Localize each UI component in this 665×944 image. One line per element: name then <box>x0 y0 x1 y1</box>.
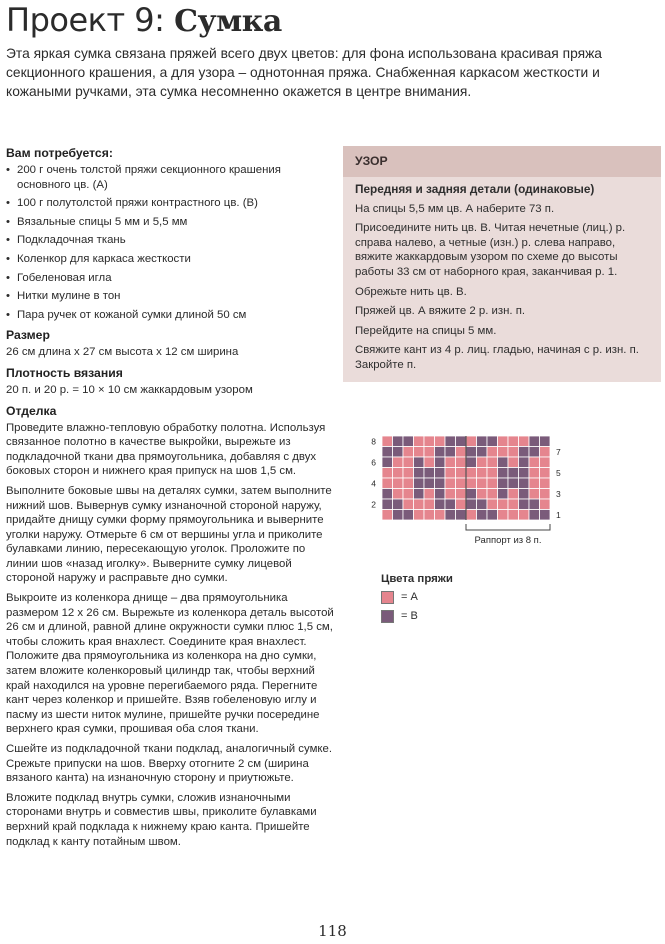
legend-row-b <box>381 609 453 623</box>
title-prefix: Проект 9: <box>6 1 165 39</box>
chart-cell <box>540 489 551 500</box>
finishing-paragraph: Вложите подклад внутрь сумки, сложив изнаночными сторонами внутрь и совместив швы, приколите булавками верхний край подклада к нижнему краю канта. Пришейте подклад к канту потайным швом. <box>6 791 317 848</box>
row-label-left: 4 <box>371 478 376 489</box>
chart-cell <box>382 510 393 521</box>
chart-cell <box>435 436 446 447</box>
gauge-heading: Плотность вязания <box>6 365 123 380</box>
chart-cell <box>414 457 425 468</box>
chart-cell <box>456 436 467 447</box>
chart-cell <box>508 499 519 510</box>
chart-cell <box>487 499 498 510</box>
chart-cell <box>382 489 393 500</box>
list-item: • 200 г очень толстой пряжи секционного крашения основного цв. (А) <box>6 163 336 192</box>
legend-heading: Цвета пряжи <box>381 573 453 585</box>
chart-cell <box>403 436 414 447</box>
chart-cell <box>466 457 477 468</box>
legend-row-a <box>381 590 453 604</box>
pattern-step: Свяжите кант из 4 р. лиц. гладью, начиная с р. изн. п. Закройте п. <box>355 344 639 371</box>
row-label-right: 5 <box>556 468 561 479</box>
chart-cell <box>477 457 488 468</box>
chart-cell <box>477 478 488 489</box>
chart-cell <box>466 468 477 479</box>
pattern-panel <box>343 146 661 382</box>
chart-cell <box>424 499 435 510</box>
chart-cell <box>435 489 446 500</box>
chart-cell <box>435 499 446 510</box>
chart-cell <box>498 478 509 489</box>
finishing-paragraph: Сшейте из подкладочной ткани подклад, аналогичный сумке. Срежьте припуски на шов. Вверху отогните 2 см (ширина вязаного канта) на изнаночную сторону и приутюжьте. <box>6 743 333 785</box>
chart-cell <box>519 457 530 468</box>
row-label-left: 2 <box>371 499 376 510</box>
chart-cell <box>382 468 393 479</box>
chart-cell <box>382 436 393 447</box>
materials-list <box>6 163 336 322</box>
chart-cell <box>403 510 414 521</box>
row-label-right: 1 <box>556 510 561 521</box>
chart-cell <box>424 436 435 447</box>
size-heading: Размер <box>6 328 50 343</box>
chart-cell <box>382 499 393 510</box>
pattern-body <box>343 177 661 373</box>
chart-cell <box>508 489 519 500</box>
gauge-text: 20 п. и 20 р. = 10 × 10 см жаккардовым узором <box>6 383 253 396</box>
chart-cell <box>477 510 488 521</box>
chart-cell <box>487 457 498 468</box>
chart-cell <box>487 489 498 500</box>
chart-cell <box>414 478 425 489</box>
pattern-step: Перейдите на спицы 5 мм. <box>355 324 497 337</box>
yarn-legend <box>381 573 453 628</box>
intro-text: Эта яркая сумка связана пряжей всего двух цветов: для фона использована красивая пряжа секционного крашения, а для узора – однотонная пряжа. Снабженная каркасом жесткости и кожаными ручками, эта сумка несомненно окажется в центре внимания. <box>6 46 602 99</box>
chart-cell <box>393 510 404 521</box>
list-item: • Гобеленовая игла <box>6 271 336 286</box>
chart-cell <box>393 457 404 468</box>
chart-cell <box>477 499 488 510</box>
list-item: • Вязальные спицы 5 мм и 5,5 мм <box>6 215 336 230</box>
chart-cell <box>540 468 551 479</box>
chart-cell <box>529 468 540 479</box>
materials-heading: Вам потребуется: <box>6 146 113 160</box>
chart-cell <box>414 489 425 500</box>
chart-cell <box>403 478 414 489</box>
finishing-paragraph: Выкроите из коленкора днище – два прямоугольника размером 12 x 26 см. Вырежьте из коленкора деталь высотой 26 см и длиной, равной длине окружности сумки плюс 1,5 см, чтобы сложить края внахлест. Соедините края внахлест. Положите два прямоугольника из коленкора на дно сумки, затем вложите коленкоровый цилиндр так, чтобы верхний край находился на уровне перегибаемого ряда. Перегните кант через коленкор и пришейте. Взяв гобеленовую иглу и пасму из шести ниток мулине, пришейте ручки посередине верхнего края сумки, прошивая оба слоя ткани. <box>6 592 334 736</box>
chart-cell <box>529 447 540 458</box>
chart-cell <box>498 447 509 458</box>
chart-cell <box>393 478 404 489</box>
finishing-paragraph: Проведите влажно-тепловую обработку полотна. Используя связанное полотно в качестве выкройки, вырежьте из подкладочной ткани два прямоугольника, добавляя с двух боковых сторон и нижнего края припуск на шов 1,5 см. <box>6 421 326 478</box>
chart-cell <box>477 468 488 479</box>
chart-cell <box>456 468 467 479</box>
chart-cell <box>487 447 498 458</box>
row-label-right: 7 <box>556 447 561 458</box>
chart-cell <box>529 499 540 510</box>
chart-cell <box>382 457 393 468</box>
page-number: 118 <box>318 922 347 940</box>
chart-cell <box>445 447 456 458</box>
chart-cell <box>445 489 456 500</box>
chart-cell <box>498 468 509 479</box>
chart-cell <box>519 478 530 489</box>
list-item: • Пара ручек от кожаной сумки длиной 50 см <box>6 308 336 323</box>
legend-label-b: = В <box>401 610 418 622</box>
row-label-left: 8 <box>371 436 376 447</box>
left-column <box>6 146 336 854</box>
chart-cell <box>487 478 498 489</box>
list-item: • Подкладочная ткань <box>6 233 336 248</box>
chart-cell <box>498 499 509 510</box>
chart-cell <box>424 447 435 458</box>
chart-cell <box>393 489 404 500</box>
chart-cell <box>519 489 530 500</box>
chart-cell <box>445 499 456 510</box>
chart-cell <box>435 457 446 468</box>
chart-cell <box>540 457 551 468</box>
chart-cell <box>456 478 467 489</box>
list-item: • Нитки мулине в тон <box>6 289 336 304</box>
swatch-b <box>381 610 394 623</box>
chart-cell <box>498 489 509 500</box>
chart-cell <box>456 489 467 500</box>
chart-cell <box>445 468 456 479</box>
chart-cell <box>508 510 519 521</box>
chart-cell <box>487 510 498 521</box>
pattern-subheading: Передняя и задняя детали (одинаковые) <box>355 182 595 196</box>
chart-cell <box>393 499 404 510</box>
chart-cell <box>403 457 414 468</box>
chart-cell <box>424 457 435 468</box>
chart-cell <box>487 436 498 447</box>
chart-cell <box>508 436 519 447</box>
chart-cell <box>540 478 551 489</box>
chart-cell <box>414 436 425 447</box>
chart-cell <box>456 447 467 458</box>
row-label-left: 6 <box>371 457 376 468</box>
chart-cell <box>466 447 477 458</box>
chart-cell <box>382 447 393 458</box>
chart-cell <box>466 499 477 510</box>
title-name: Сумка <box>174 4 282 39</box>
chart-cell <box>445 436 456 447</box>
chart-cell <box>477 447 488 458</box>
chart-cell <box>508 457 519 468</box>
chart-cell <box>424 468 435 479</box>
chart-cell <box>393 468 404 479</box>
chart-cell <box>477 489 488 500</box>
chart-cell <box>540 447 551 458</box>
chart-cell <box>424 478 435 489</box>
chart-cell <box>424 510 435 521</box>
chart-cell <box>414 510 425 521</box>
chart-cell <box>529 436 540 447</box>
chart-cell <box>508 478 519 489</box>
pattern-heading: УЗОР <box>343 146 661 177</box>
chart-cell <box>435 478 446 489</box>
chart-cell <box>519 436 530 447</box>
chart-cell <box>424 489 435 500</box>
chart-cell <box>540 436 551 447</box>
jacquard-chart <box>360 430 560 550</box>
chart-cell <box>382 478 393 489</box>
list-item: • 100 г полутолстой пряжи контрастного цв. (В) <box>6 196 336 211</box>
chart-cell <box>477 436 488 447</box>
chart-cell <box>529 457 540 468</box>
chart-cell <box>508 447 519 458</box>
chart-cell <box>519 468 530 479</box>
chart-cell <box>466 478 477 489</box>
chart-cell <box>445 510 456 521</box>
chart-cell <box>519 510 530 521</box>
size-section <box>6 328 336 360</box>
chart-cell <box>414 468 425 479</box>
repeat-label: Раппорт из 8 п. <box>474 535 542 546</box>
chart-cell <box>403 447 414 458</box>
row-label-right: 3 <box>556 489 561 500</box>
chart-cell <box>529 478 540 489</box>
size-text: 26 см длина x 27 см высота x 12 см ширина <box>6 346 239 359</box>
chart-cell <box>414 447 425 458</box>
chart-cell <box>487 468 498 479</box>
list-item: • Коленкор для каркаса жесткости <box>6 252 336 267</box>
repeat-bracket <box>466 524 550 530</box>
page-title <box>6 0 282 42</box>
chart-cell <box>466 436 477 447</box>
chart-cell <box>529 510 540 521</box>
finishing-heading: Отделка <box>6 403 57 418</box>
chart-cell <box>403 468 414 479</box>
chart-cell <box>445 457 456 468</box>
chart-cell <box>540 510 551 521</box>
finishing-paragraph: Выполните боковые швы на деталях сумки, затем выполните нижний шов. Вывернув сумку изнаночной стороной наружу, придайте днищу сумки форму прямоугольника и выверните уголки наружу. Отмерьте 6 см от вершины угла и приколите булавками линию, пересекающую уголок. Проложите по линии шов «назад иголку». Выверните сумку лицевой стороной наружу и расправьте дно сумки. <box>6 484 332 585</box>
chart-cell <box>393 436 404 447</box>
chart-svg <box>360 430 560 550</box>
swatch-a <box>381 591 394 604</box>
chart-cell <box>508 468 519 479</box>
chart-cell <box>445 478 456 489</box>
chart-cell <box>498 457 509 468</box>
pattern-step: На спицы 5,5 мм цв. А наберите 73 п. <box>355 202 555 215</box>
chart-cell <box>466 489 477 500</box>
chart-cell <box>393 447 404 458</box>
chart-cell <box>519 499 530 510</box>
gauge-section <box>6 366 336 398</box>
legend-label-a: = А <box>401 591 418 603</box>
chart-cell <box>529 489 540 500</box>
pattern-step: Присоедините нить цв. В. Читая нечетные (лиц.) р. справа налево, а четные (изн.) р. слева направо, вяжите жаккардовым узором по схеме до высоты работы 33 см от наборного края, заканчивая р. 1. <box>355 222 626 278</box>
chart-cell <box>435 447 446 458</box>
chart-cell <box>540 499 551 510</box>
chart-cell <box>403 489 414 500</box>
chart-cell <box>498 510 509 521</box>
chart-cell <box>456 499 467 510</box>
chart-cell <box>519 447 530 458</box>
chart-cell <box>414 499 425 510</box>
chart-cell <box>456 457 467 468</box>
chart-cell <box>435 468 446 479</box>
chart-cell <box>456 510 467 521</box>
chart-cell <box>466 510 477 521</box>
chart-cell <box>403 499 414 510</box>
chart-cell <box>498 436 509 447</box>
finishing-section <box>6 404 336 850</box>
pattern-step: Обрежьте нить цв. В. <box>355 285 467 298</box>
chart-cell <box>435 510 446 521</box>
pattern-step: Пряжей цв. А вяжите 2 р. изн. п. <box>355 305 526 318</box>
